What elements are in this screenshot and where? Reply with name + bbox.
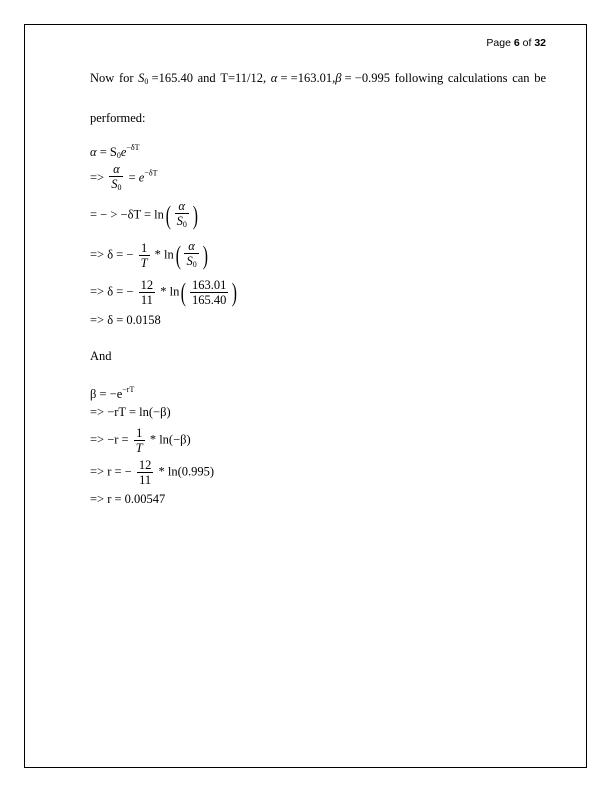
word-and: and [197, 71, 216, 85]
alpha-over-s0: $\frac{\alpha}{S_0}$ [176, 199, 187, 229]
word-for: for [118, 71, 134, 85]
alpha-value: =163.01, [290, 71, 336, 85]
eq-delta-3-lhs: = − > −δT = ln [90, 207, 164, 222]
eq-r-4 [90, 458, 214, 487]
twelve-over-eleven: $\frac{12}{11}$ [138, 458, 152, 487]
one-over-t: $\frac{1}{T}$ [135, 426, 143, 455]
eq-r-3 [90, 426, 191, 455]
eq-r-3-rhs: * ln(−β) [149, 432, 191, 447]
alpha-beta-expr: α = =163.01,β = −0.995 [270, 71, 390, 85]
eq-delta-3: = − > −δT = ln( $\frac{\alpha}{S_0}$ ) [90, 199, 200, 232]
eq-r-1-lhs: β = −e [90, 387, 123, 401]
eq-r-5: => r = 0.00547 [90, 492, 166, 506]
eq-r-3-lhs: => −r = [90, 432, 129, 447]
word-now: Now [90, 71, 115, 85]
one-over-t: $\frac{1}{T}$ [140, 241, 148, 270]
page-total: 32 [534, 37, 546, 49]
eq-delta-4: => δ = − $\frac{1}{T}$ * ln( $\frac{\alpha}{S_0}$ ) [90, 239, 208, 270]
page-of: of [522, 37, 532, 49]
t-value: T=11/12, [220, 71, 267, 85]
eq-r-1: $\beta = -e^{-rT}$ [90, 385, 135, 401]
eq-delta-1-rhs: = S [99, 145, 117, 159]
beta-value: = −0.995 [344, 71, 390, 85]
eq-delta-6: => δ = 0.0158 [90, 313, 161, 327]
word-can: can [512, 71, 530, 85]
s0-expr: $S_0 =165.40$ [138, 71, 193, 86]
intro-line-1 [90, 71, 546, 86]
alpha-over-s0: $\frac{\alpha}{S_0}$ [186, 239, 197, 269]
page-current: 6 [513, 37, 520, 49]
price-ratio: $\frac{163.01}{165.40}$ [192, 278, 227, 307]
eq-delta-5: => δ = − $\frac{12}{11}$ * ln( $\frac{163.01}{165.40}$ ) [90, 277, 238, 307]
eq-r-4-lhs: => r = − [90, 464, 132, 479]
eq-delta-5-lhs: => δ = − [90, 284, 134, 299]
alpha-over-s0: $\frac{\alpha}{S_0}$ [111, 162, 122, 192]
word-following: following [394, 71, 444, 85]
eq-delta-4-lhs: => δ = − [90, 247, 134, 262]
eq-delta-2-arrow: => [90, 170, 105, 185]
word-calculations: calculations [447, 71, 508, 85]
page-label: Page [486, 37, 511, 49]
page-number [486, 37, 546, 49]
eq-delta-1: $\alpha = S_0e^{-\delta T}$ [90, 143, 140, 160]
intro-line-2: performed: [90, 111, 146, 125]
word-be: be [534, 71, 546, 85]
s0-value: =165.40 [151, 71, 193, 85]
eq-delta-2: => $\frac{\alpha}{S_0}$ = $e^{-\delta T}$ [90, 162, 158, 195]
eq-r-2: => −rT = ln(−β) [90, 405, 171, 419]
and-label: And [90, 349, 112, 363]
twelve-over-eleven: $\frac{12}{11}$ [140, 278, 154, 307]
eq-r-4-rhs: * ln(0.995) [158, 464, 215, 479]
